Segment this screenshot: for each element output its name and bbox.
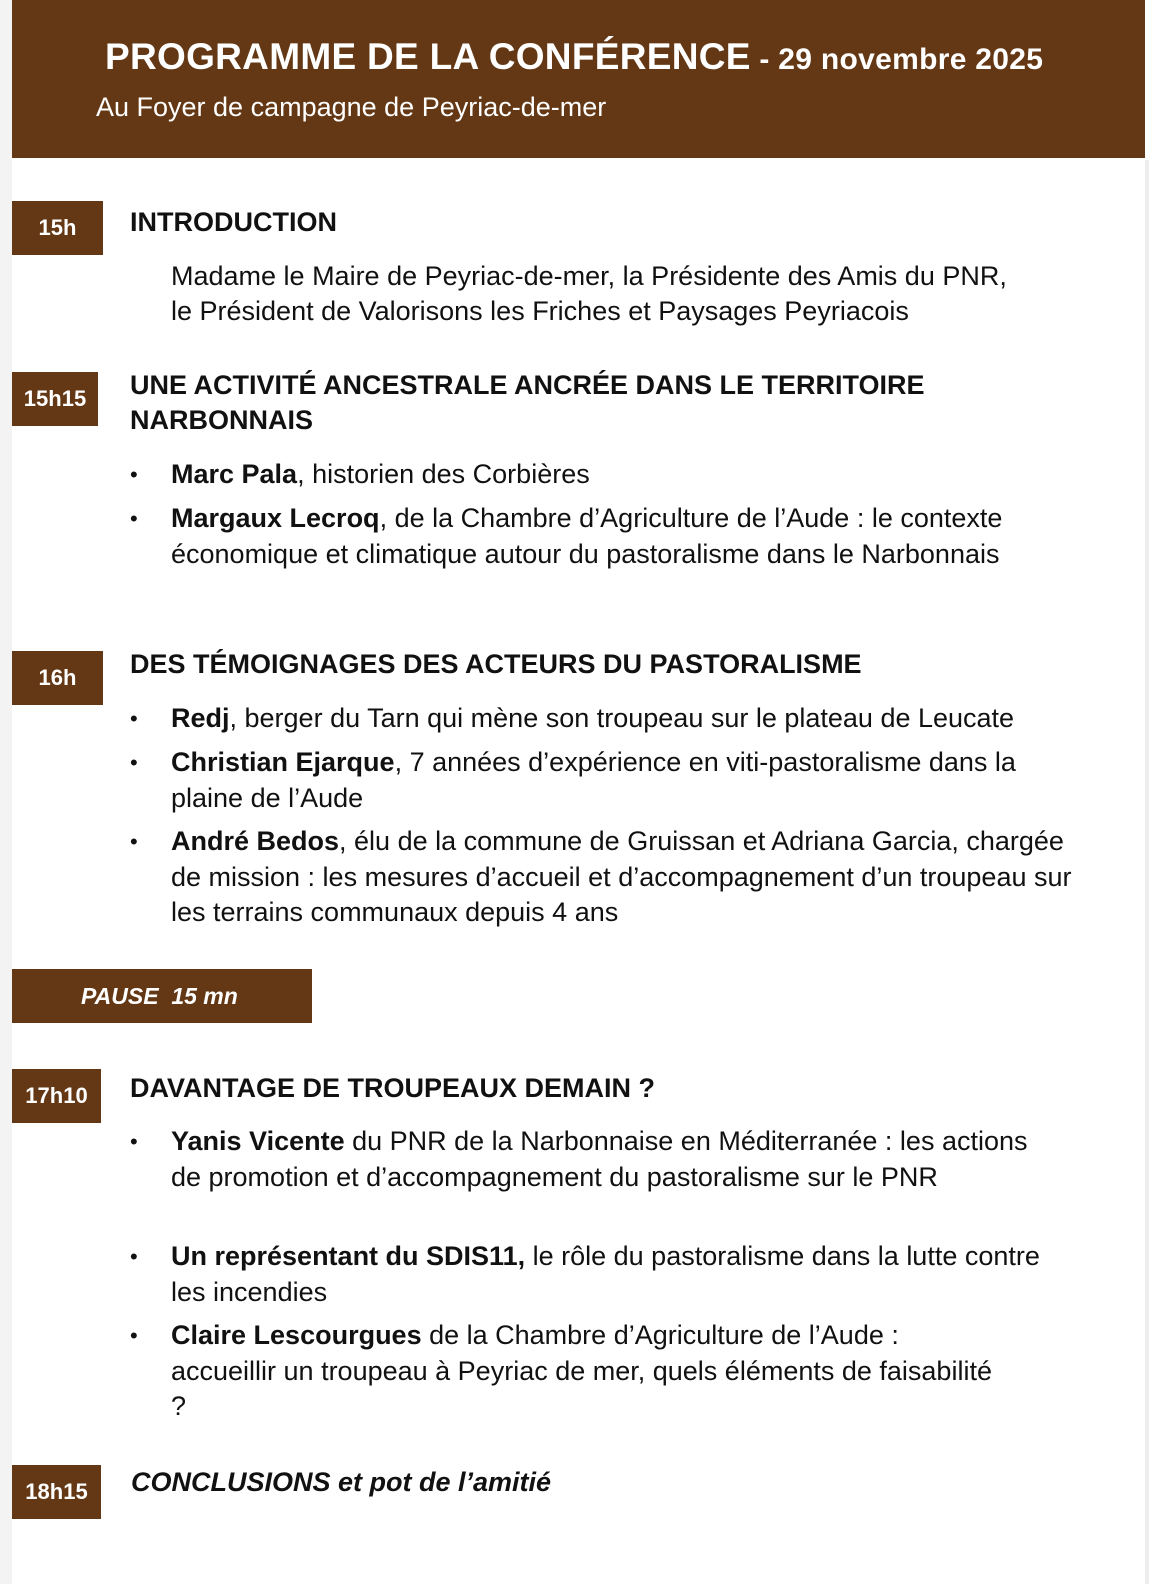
page-title bbox=[105, 36, 1043, 78]
section-title-temoignages: DES TÉMOIGNAGES DES ACTEURS DU PASTORALISME bbox=[130, 649, 862, 679]
introduction-line: Madame le Maire de Peyriac-de-mer, la Présidente des Amis du PNR, bbox=[171, 261, 1007, 291]
list-item bbox=[130, 1318, 1010, 1425]
time-badge-17h10: 17h10 bbox=[12, 1069, 101, 1123]
header-banner bbox=[12, 0, 1145, 158]
scrollbar-track[interactable] bbox=[1145, 160, 1149, 1584]
speaker-name: André Bedos bbox=[171, 826, 340, 856]
list-item bbox=[130, 824, 1095, 931]
speaker-name: Margaux Lecroq bbox=[171, 503, 380, 533]
list-item bbox=[130, 701, 1120, 737]
list-item bbox=[130, 745, 1095, 816]
section-title-activite-ancestrale: UNE ACTIVITÉ ANCESTRALE ANCRÉE DANS LE TERRITOIRE NARBONNAIS bbox=[130, 370, 925, 435]
venue-subtitle: Au Foyer de campagne de Peyriac-de-mer bbox=[96, 92, 607, 122]
speaker-description: , berger du Tarn qui mène son troupeau sur le plateau de Leucate bbox=[229, 703, 1015, 733]
section-title-introduction: INTRODUCTION bbox=[130, 207, 337, 237]
event-date: - 29 novembre 2025 bbox=[750, 43, 1044, 76]
bullet-icon: • bbox=[130, 462, 138, 487]
list-item bbox=[130, 1239, 1060, 1310]
speaker-description: de la Chambre d’Agriculture de l’Aude : accueillir un troupeau à Peyriac de mer, quels éléments de faisabilité ? bbox=[171, 1320, 992, 1421]
speaker-name: Christian Ejarque bbox=[171, 747, 395, 777]
title-text: PROGRAMME DE LA CONFÉRENCE bbox=[105, 36, 751, 77]
speaker-name: Claire Lescourgues bbox=[171, 1320, 422, 1350]
bullet-icon: • bbox=[130, 829, 138, 854]
section-title-conclusions: CONCLUSIONS et pot de l’amitié bbox=[131, 1467, 552, 1497]
time-badge-18h15: 18h15 bbox=[12, 1465, 101, 1519]
speaker-description: le rôle du pastoralisme dans la lutte contre les incendies bbox=[171, 1241, 1040, 1307]
pause-label: PAUSE bbox=[81, 983, 159, 1009]
list-item bbox=[130, 1124, 1060, 1195]
bullet-icon: • bbox=[130, 1323, 138, 1348]
pause-banner bbox=[12, 969, 312, 1023]
introduction-line: le Président de Valorisons les Friches et Paysages Peyriacois bbox=[171, 296, 909, 326]
section-title-davantage-troupeaux: DAVANTAGE DE TROUPEAUX DEMAIN ? bbox=[130, 1073, 656, 1103]
speaker-name: Un représentant du SDIS11, bbox=[171, 1241, 526, 1271]
bullet-icon: • bbox=[130, 750, 138, 775]
time-badge-15h: 15h bbox=[12, 201, 103, 255]
speaker-description: , historien des Corbières bbox=[297, 459, 590, 489]
speaker-name: Redj bbox=[171, 703, 230, 733]
bullet-icon: • bbox=[130, 1129, 138, 1154]
bullet-icon: • bbox=[130, 1244, 138, 1269]
speaker-name: Marc Pala bbox=[171, 459, 298, 489]
list-item bbox=[130, 457, 1120, 493]
speaker-description: , élu de la commune de Gruissan et Adriana Garcia, chargée de mission : les mesures d’accueil et d’accompagnement d’un troupeau sur les terrains communaux depuis 4 ans bbox=[171, 826, 1072, 927]
list-item bbox=[130, 501, 1080, 572]
bullet-icon: • bbox=[130, 706, 138, 731]
speaker-description: du PNR de la Narbonnaise en Méditerranée : les actions de promotion et d’accompagnement du pastoralisme sur le PNR bbox=[171, 1126, 1028, 1192]
pause-duration: 15 mn bbox=[171, 983, 238, 1009]
speaker-name: Yanis Vicente bbox=[171, 1126, 345, 1156]
introduction-text bbox=[171, 259, 1111, 329]
speaker-description: , de la Chambre d’Agriculture de l’Aude : le contexte économique et climatique autour du pastoralisme dans le Narbonnais bbox=[171, 503, 1003, 569]
time-badge-15h15: 15h15 bbox=[12, 372, 98, 426]
page-left-edge bbox=[0, 0, 12, 1584]
speaker-description: , 7 années d’expérience en viti-pastoralisme dans la plaine de l’Aude bbox=[171, 747, 1016, 813]
bullet-icon: • bbox=[130, 506, 138, 531]
time-badge-16h: 16h bbox=[12, 651, 103, 705]
